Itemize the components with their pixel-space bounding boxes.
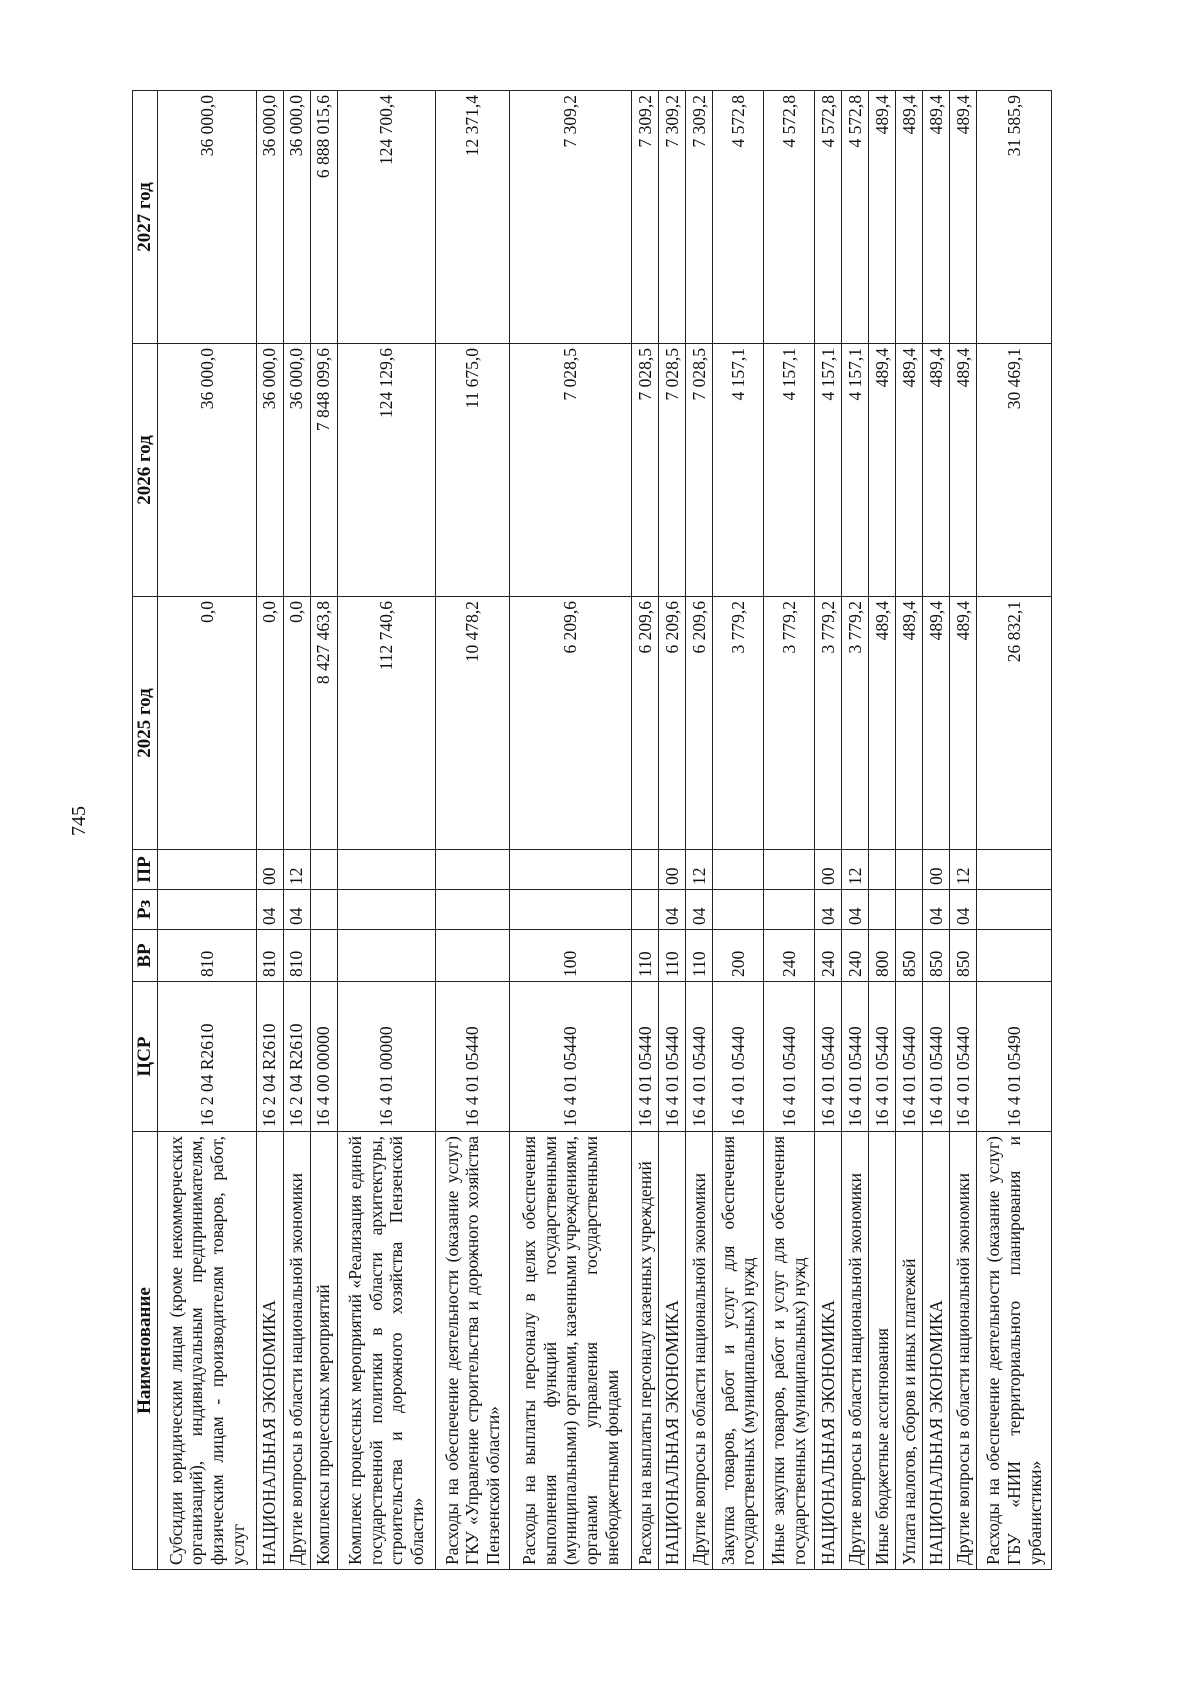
table-row	[686, 91, 713, 1570]
row-2025-cell: 6 209,6	[510, 597, 632, 850]
row-2025-cell: 489,4	[923, 597, 950, 850]
row-csr-cell: 16 4 01 05440	[814, 982, 841, 1132]
row-2025-cell: 6 209,6	[632, 597, 659, 850]
row-2026-cell: 36 000,0	[158, 344, 256, 597]
row-name-cell: НАЦИОНАЛЬНАЯ ЭКОНОМИКА	[659, 1132, 686, 1570]
row-pr-cell	[158, 850, 256, 890]
row-vr-cell: 100	[510, 930, 632, 982]
row-rz-cell	[158, 890, 256, 930]
row-2027-cell: 489,4	[950, 91, 977, 344]
row-2027-cell: 4 572,8	[841, 91, 868, 344]
row-csr-cell: 16 4 01 05440	[632, 982, 659, 1132]
row-rz-cell: 04	[256, 890, 283, 930]
row-rz-cell	[896, 890, 923, 930]
row-2025-cell: 489,4	[950, 597, 977, 850]
row-pr-cell	[632, 850, 659, 890]
row-2025-cell: 0,0	[158, 597, 256, 850]
row-name-cell: Иные закупки товаров, работ и услуг для обеспечения государственных (муниципальных) нужд	[764, 1132, 815, 1570]
row-2026-cell: 4 157,1	[713, 344, 764, 597]
row-csr-cell: 16 4 01 05440	[764, 982, 815, 1132]
row-pr-cell: 00	[814, 850, 841, 890]
table-row	[814, 91, 841, 1570]
row-2026-cell: 489,4	[896, 344, 923, 597]
row-name-cell: Иные бюджетные ассигнования	[869, 1132, 896, 1570]
row-2025-cell: 489,4	[869, 597, 896, 850]
row-2027-cell: 7 309,2	[686, 91, 713, 344]
row-vr-cell: 800	[869, 930, 896, 982]
table-header-row	[133, 91, 158, 1570]
row-2025-cell: 489,4	[896, 597, 923, 850]
row-2027-cell: 6 888 015,6	[310, 91, 337, 344]
row-pr-cell: 12	[686, 850, 713, 890]
row-rz-cell	[337, 890, 435, 930]
row-pr-cell	[310, 850, 337, 890]
row-vr-cell	[310, 930, 337, 982]
header-name: Наименование	[133, 1132, 158, 1570]
row-csr-cell: 16 4 01 05490	[977, 982, 1052, 1132]
row-name-cell: Другие вопросы в области национальной экономики	[950, 1132, 977, 1570]
row-2026-cell: 7 028,5	[659, 344, 686, 597]
row-vr-cell: 240	[814, 930, 841, 982]
row-vr-cell: 110	[632, 930, 659, 982]
row-vr-cell: 240	[841, 930, 868, 982]
row-pr-cell	[713, 850, 764, 890]
row-pr-cell: 00	[923, 850, 950, 890]
row-rz-cell	[310, 890, 337, 930]
row-pr-cell: 12	[841, 850, 868, 890]
row-2026-cell: 489,4	[950, 344, 977, 597]
row-vr-cell: 110	[686, 930, 713, 982]
row-name-cell: НАЦИОНАЛЬНАЯ ЭКОНОМИКА	[923, 1132, 950, 1570]
row-vr-cell: 850	[950, 930, 977, 982]
row-pr-cell: 12	[283, 850, 310, 890]
row-csr-cell: 16 2 04 R2610	[256, 982, 283, 1132]
row-name-cell: Комплекс процессных мероприятий «Реализация единой государственной политики в области архитектуры, строительства и дорожного хозяйства Пензенской области»	[337, 1132, 435, 1570]
row-name-cell: Другие вопросы в области национальной экономики	[841, 1132, 868, 1570]
header-2027: 2027 год	[133, 91, 158, 344]
row-2027-cell: 12 371,4	[435, 91, 509, 344]
row-csr-cell: 16 4 01 00000	[337, 982, 435, 1132]
row-rz-cell: 04	[923, 890, 950, 930]
table-row	[950, 91, 977, 1570]
row-csr-cell: 16 2 04 R2610	[283, 982, 310, 1132]
table-row	[977, 91, 1052, 1570]
row-pr-cell: 00	[256, 850, 283, 890]
table-row	[158, 91, 256, 1570]
row-csr-cell: 16 4 01 05440	[659, 982, 686, 1132]
row-rz-cell	[713, 890, 764, 930]
header-csr: ЦСР	[133, 982, 158, 1132]
row-pr-cell: 00	[659, 850, 686, 890]
table-row	[659, 91, 686, 1570]
row-2026-cell: 7 028,5	[510, 344, 632, 597]
row-2025-cell: 3 779,2	[713, 597, 764, 850]
page-number: 745	[68, 806, 90, 836]
row-pr-cell	[337, 850, 435, 890]
row-2027-cell: 7 309,2	[632, 91, 659, 344]
row-2027-cell: 4 572,8	[814, 91, 841, 344]
row-csr-cell: 16 4 01 05440	[435, 982, 509, 1132]
row-2027-cell: 7 309,2	[659, 91, 686, 344]
row-vr-cell: 850	[923, 930, 950, 982]
row-csr-cell: 16 4 01 05440	[841, 982, 868, 1132]
row-csr-cell: 16 4 00 00000	[310, 982, 337, 1132]
row-2026-cell: 36 000,0	[283, 344, 310, 597]
table-row	[283, 91, 310, 1570]
row-2025-cell: 0,0	[256, 597, 283, 850]
row-2026-cell: 4 157,1	[814, 344, 841, 597]
row-csr-cell: 16 4 01 05440	[686, 982, 713, 1132]
row-csr-cell: 16 4 01 05440	[950, 982, 977, 1132]
table-row	[510, 91, 632, 1570]
row-2026-cell: 4 157,1	[764, 344, 815, 597]
row-2027-cell: 489,4	[869, 91, 896, 344]
row-2025-cell: 8 427 463,8	[310, 597, 337, 850]
row-2025-cell: 112 740,6	[337, 597, 435, 850]
row-name-cell: Другие вопросы в области национальной экономики	[283, 1132, 310, 1570]
row-2027-cell: 36 000,0	[158, 91, 256, 344]
rotated-table-wrapper	[132, 90, 1052, 1570]
row-vr-cell: 810	[256, 930, 283, 982]
row-2027-cell: 489,4	[923, 91, 950, 344]
header-2025: 2025 год	[133, 597, 158, 850]
row-name-cell: Расходы на выплаты персоналу в целях обеспечения выполнения функций государственными (муниципальными) органами, казенными учреждениями, органами управления государственными внебюджетными фондами	[510, 1132, 632, 1570]
row-pr-cell	[764, 850, 815, 890]
row-2026-cell: 7 028,5	[686, 344, 713, 597]
row-pr-cell	[869, 850, 896, 890]
row-vr-cell: 110	[659, 930, 686, 982]
row-rz-cell: 04	[283, 890, 310, 930]
header-vr: ВР	[133, 930, 158, 982]
row-2025-cell: 0,0	[283, 597, 310, 850]
row-csr-cell: 16 4 01 05440	[510, 982, 632, 1132]
row-2025-cell: 6 209,6	[659, 597, 686, 850]
table-body	[158, 91, 1052, 1570]
row-pr-cell	[896, 850, 923, 890]
row-vr-cell	[337, 930, 435, 982]
header-pr: ПР	[133, 850, 158, 890]
row-pr-cell	[977, 850, 1052, 890]
row-rz-cell: 04	[814, 890, 841, 930]
row-name-cell: Расходы на выплаты персоналу казенных учреждений	[632, 1132, 659, 1570]
row-2025-cell: 3 779,2	[814, 597, 841, 850]
row-name-cell: Закупка товаров, работ и услуг для обеспечения государственных (муниципальных) нужд	[713, 1132, 764, 1570]
table-row	[435, 91, 509, 1570]
row-vr-cell: 810	[283, 930, 310, 982]
row-csr-cell: 16 4 01 05440	[923, 982, 950, 1132]
table-row	[310, 91, 337, 1570]
row-name-cell: Уплата налогов, сборов и иных платежей	[896, 1132, 923, 1570]
row-rz-cell: 04	[659, 890, 686, 930]
row-name-cell: Расходы на обеспечение деятельности (оказание услуг) ГБУ «НИИ территориального планирования и урбанистики»	[977, 1132, 1052, 1570]
row-2026-cell: 489,4	[923, 344, 950, 597]
row-name-cell: НАЦИОНАЛЬНАЯ ЭКОНОМИКА	[814, 1132, 841, 1570]
row-2025-cell: 26 832,1	[977, 597, 1052, 850]
row-2026-cell: 11 675,0	[435, 344, 509, 597]
row-rz-cell	[510, 890, 632, 930]
table-row	[923, 91, 950, 1570]
table-row	[713, 91, 764, 1570]
row-2025-cell: 10 478,2	[435, 597, 509, 850]
table-row	[841, 91, 868, 1570]
row-vr-cell: 240	[764, 930, 815, 982]
row-rz-cell	[435, 890, 509, 930]
table-row	[337, 91, 435, 1570]
row-pr-cell: 12	[950, 850, 977, 890]
row-name-cell: Комплексы процессных мероприятий	[310, 1132, 337, 1570]
header-rz: Рз	[133, 890, 158, 930]
row-csr-cell: 16 4 01 05440	[869, 982, 896, 1132]
row-2025-cell: 3 779,2	[841, 597, 868, 850]
row-pr-cell	[435, 850, 509, 890]
row-2025-cell: 3 779,2	[764, 597, 815, 850]
table-row	[896, 91, 923, 1570]
row-2026-cell: 489,4	[869, 344, 896, 597]
row-vr-cell: 850	[896, 930, 923, 982]
header-2026: 2026 год	[133, 344, 158, 597]
row-name-cell: НАЦИОНАЛЬНАЯ ЭКОНОМИКА	[256, 1132, 283, 1570]
row-vr-cell	[977, 930, 1052, 982]
row-2026-cell: 124 129,6	[337, 344, 435, 597]
row-rz-cell	[632, 890, 659, 930]
row-pr-cell	[510, 850, 632, 890]
table-row	[632, 91, 659, 1570]
row-name-cell: Субсидии юридическим лицам (кроме некоммерческих организаций), индивидуальным предпринимателям, физическим лицам - производителям товаров, работ, услуг	[158, 1132, 256, 1570]
row-vr-cell	[435, 930, 509, 982]
table-row	[764, 91, 815, 1570]
row-csr-cell: 16 2 04 R2610	[158, 982, 256, 1132]
row-rz-cell	[869, 890, 896, 930]
row-vr-cell: 200	[713, 930, 764, 982]
row-rz-cell	[764, 890, 815, 930]
row-2026-cell: 30 469,1	[977, 344, 1052, 597]
row-vr-cell: 810	[158, 930, 256, 982]
row-2025-cell: 6 209,6	[686, 597, 713, 850]
row-2026-cell: 36 000,0	[256, 344, 283, 597]
row-2027-cell: 31 585,9	[977, 91, 1052, 344]
row-2027-cell: 36 000,0	[283, 91, 310, 344]
budget-table	[132, 90, 1052, 1570]
row-rz-cell: 04	[686, 890, 713, 930]
table-row	[869, 91, 896, 1570]
table-row	[256, 91, 283, 1570]
row-rz-cell: 04	[841, 890, 868, 930]
row-2027-cell: 4 572,8	[713, 91, 764, 344]
row-2027-cell: 7 309,2	[510, 91, 632, 344]
row-rz-cell: 04	[950, 890, 977, 930]
row-name-cell: Расходы на обеспечение деятельности (оказание услуг) ГКУ «Управление строительства и дорожного хозяйства Пензенской области»	[435, 1132, 509, 1570]
row-2027-cell: 4 572,8	[764, 91, 815, 344]
row-name-cell: Другие вопросы в области национальной экономики	[686, 1132, 713, 1570]
row-2027-cell: 124 700,4	[337, 91, 435, 344]
row-2026-cell: 4 157,1	[841, 344, 868, 597]
row-rz-cell	[977, 890, 1052, 930]
row-2027-cell: 489,4	[896, 91, 923, 344]
row-csr-cell: 16 4 01 05440	[896, 982, 923, 1132]
row-2027-cell: 36 000,0	[256, 91, 283, 344]
row-csr-cell: 16 4 01 05440	[713, 982, 764, 1132]
row-2026-cell: 7 848 099,6	[310, 344, 337, 597]
row-2026-cell: 7 028,5	[632, 344, 659, 597]
